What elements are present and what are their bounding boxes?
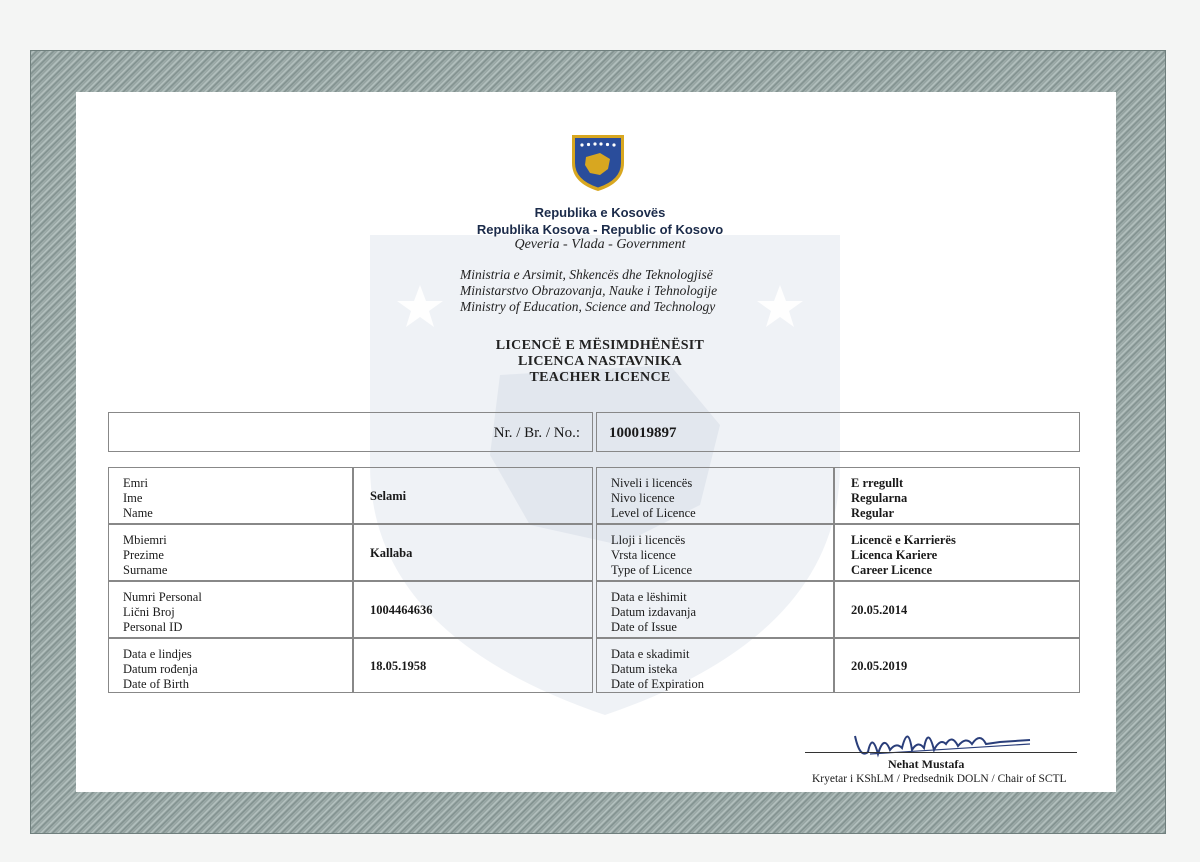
surname-value: Kallaba xyxy=(370,546,413,560)
personal-id-value: 1004464636 xyxy=(370,603,433,617)
issue-date-label-cell xyxy=(596,581,834,638)
number-label: Nr. / Br. / No.: xyxy=(493,425,580,441)
number-label-box xyxy=(108,412,593,452)
birth-date-label-cell xyxy=(108,638,353,693)
label-en: Date of Expiration xyxy=(611,677,705,691)
surname-value-cell xyxy=(353,524,593,581)
label-sr: Ime xyxy=(123,491,143,505)
kosovo-coat-of-arms-icon xyxy=(570,133,626,193)
expiration-date-label-cell xyxy=(596,638,834,693)
label-en: Date of Issue xyxy=(611,620,677,634)
type-value-sr: Licenca Kariere xyxy=(851,548,938,562)
name-label-cell xyxy=(108,467,353,524)
label-sq: Data e lindjes xyxy=(123,647,192,661)
signatory-title: Kryetar i KShLM / Predsednik DOLN / Chair of SCTL xyxy=(812,773,1067,785)
label-en: Name xyxy=(123,506,153,520)
label-en: Date of Birth xyxy=(123,677,189,691)
title-serbian: LICENCA NASTAVNIKA xyxy=(518,354,682,369)
personal-id-value-cell xyxy=(353,581,593,638)
label-sr: Vrsta licence xyxy=(611,548,676,562)
type-label-cell xyxy=(596,524,834,581)
label-sq: Data e lëshimit xyxy=(611,590,687,604)
label-sq: Mbiemri xyxy=(123,533,167,547)
label-en: Level of Licence xyxy=(611,506,696,520)
expiration-date-value-cell xyxy=(834,638,1080,693)
issue-date-value-cell xyxy=(834,581,1080,638)
expiration-date-value: 20.05.2019 xyxy=(851,659,908,673)
licence-number: 100019897 xyxy=(609,425,677,441)
level-label-cell xyxy=(596,467,834,524)
number-value-box xyxy=(596,412,1080,452)
surname-label-cell xyxy=(108,524,353,581)
label-sr: Datum isteka xyxy=(611,662,678,676)
name-value: Selami xyxy=(370,489,407,503)
title-english: TEACHER LICENCE xyxy=(529,370,671,385)
type-value-cell xyxy=(834,524,1080,581)
label-sr: Datum rođenja xyxy=(123,662,198,676)
birth-date-value: 18.05.1958 xyxy=(370,659,427,673)
ministry-name-albanian: Ministria e Arsimit, Shkencës dhe Teknologjisë xyxy=(460,267,713,282)
republic-name-serbian-english: Republika Kosova - Republic of Kosovo xyxy=(476,222,724,237)
label-sq: Niveli i licencës xyxy=(611,476,693,490)
label-sr: Lični Broj xyxy=(123,605,175,619)
title-albanian: LICENCË E MËSIMDHËNËSIT xyxy=(495,338,705,353)
level-value-sr: Regularna xyxy=(851,491,908,505)
label-en: Type of Licence xyxy=(611,563,693,577)
label-sr: Datum izdavanja xyxy=(611,605,697,619)
type-value-sq: Licencë e Karrierës xyxy=(851,533,956,547)
signature-line xyxy=(805,752,1077,753)
type-value-en: Career Licence xyxy=(851,563,933,577)
level-value-en: Regular xyxy=(851,506,895,520)
ministry-name-english: Ministry of Education, Science and Technology xyxy=(460,299,716,314)
label-sr: Prezime xyxy=(123,548,164,562)
birth-date-value-cell xyxy=(353,638,593,693)
label-sr: Nivo licence xyxy=(611,491,675,505)
name-value-cell xyxy=(353,467,593,524)
ministry-name-serbian: Ministarstvo Obrazovanja, Nauke i Tehnologije xyxy=(460,283,718,298)
personal-id-label-cell xyxy=(108,581,353,638)
label-sq: Lloji i licencës xyxy=(611,533,686,547)
level-value-sq: E rregullt xyxy=(851,476,904,490)
label-en: Personal ID xyxy=(123,620,183,634)
level-value-cell xyxy=(834,467,1080,524)
label-sq: Emri xyxy=(123,476,148,490)
label-sq: Data e skadimit xyxy=(611,647,690,661)
signatory-name: Nehat Mustafa xyxy=(888,757,965,771)
label-en: Surname xyxy=(123,563,168,577)
issue-date-value: 20.05.2014 xyxy=(851,603,908,617)
government-line: Qeveria - Vlada - Government xyxy=(514,237,686,252)
republic-name-albanian: Republika e Kosovës xyxy=(534,205,666,220)
label-sq: Numri Personal xyxy=(123,590,202,604)
